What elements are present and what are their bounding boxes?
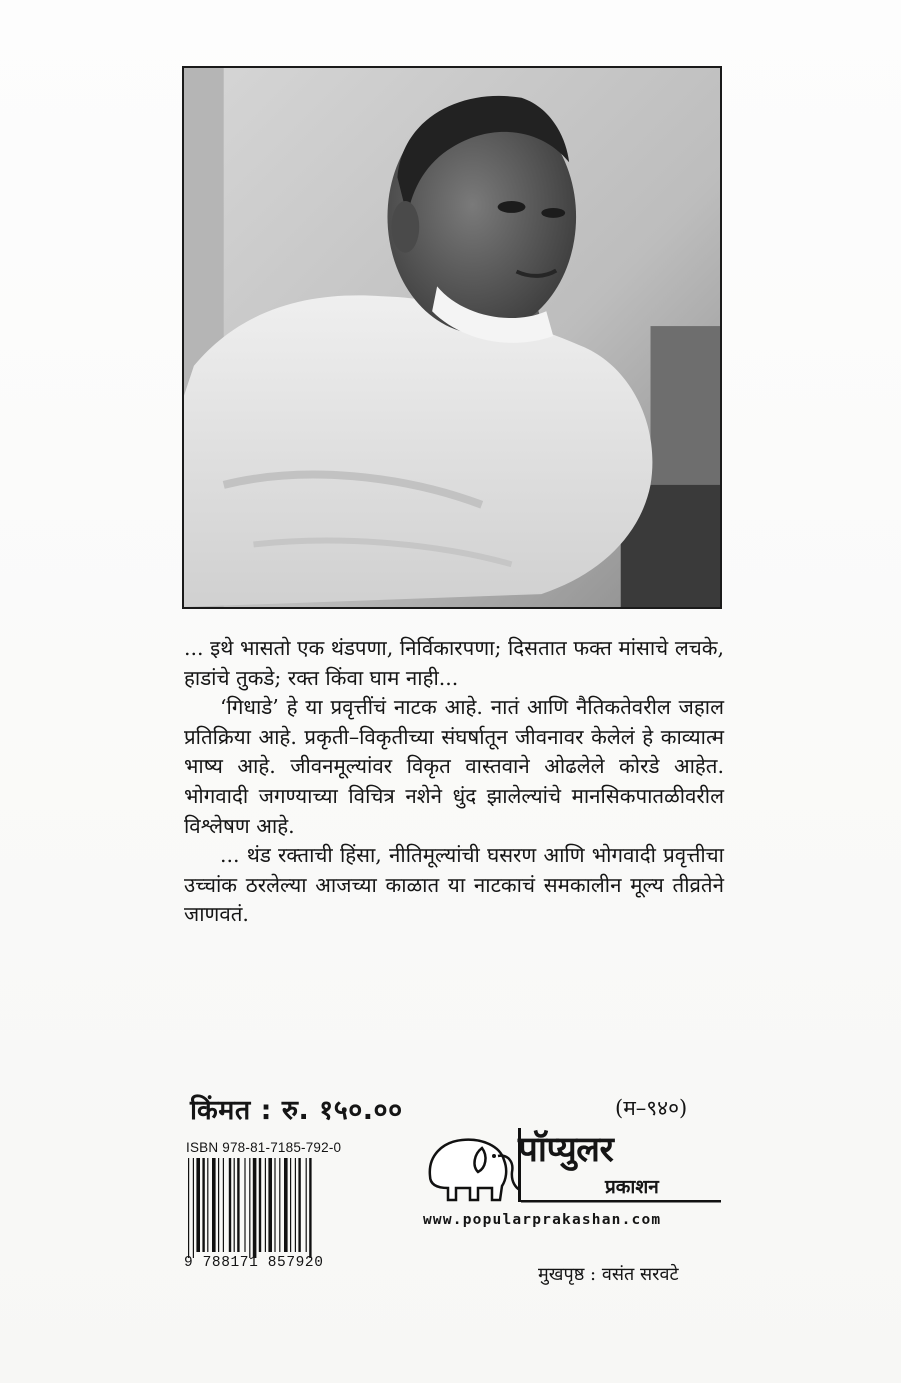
barcode-bar [223,1158,224,1252]
price-label: किंमत : रु. १५०.०० [190,1095,403,1126]
barcode-bar [188,1158,189,1258]
barcode-bar [253,1158,257,1258]
barcode-bar [229,1158,231,1252]
blurb-text [184,634,724,930]
barcode-bar [212,1158,216,1252]
barcode-icon [184,1158,334,1260]
barcode-bar [249,1158,250,1258]
blurb-paragraph-1: ... इथे भासतो एक थंडपणा, निर्विकारपणा; दिसतात फक्त मांसाचे लचके, हाडांचे तुकडे; रक्त किंवा घाम नाही... [184,636,724,690]
barcode-bar [268,1158,272,1252]
barcode-bar [279,1158,280,1252]
barcode-bar [244,1158,245,1252]
barcode-bar [259,1158,261,1252]
barcode-bar [274,1158,275,1252]
barcode-bar [295,1158,296,1252]
author-photo [182,66,722,609]
barcode-bar [207,1158,208,1252]
catalog-code: (म–९४०) [615,1096,688,1120]
author-portrait-icon [184,68,720,607]
barcode-bar [234,1158,235,1252]
barcode-bar [290,1158,291,1252]
barcode-bar [309,1158,311,1258]
barcode-bar [237,1158,239,1252]
barcode [184,1158,334,1260]
barcode-bar [306,1158,307,1252]
cover-credit: मुखपृष्ठ : वसंत सरवटे [538,1264,679,1285]
barcode-bar [193,1158,194,1258]
barcode-bar [218,1158,219,1252]
publisher-subtitle: प्रकाशन [605,1176,659,1198]
barcode-digits: 9 788171 857920 [184,1255,324,1271]
barcode-bar [196,1158,200,1252]
barcode-bar [202,1158,204,1252]
isbn-label: ISBN 978-81-7185-792-0 [186,1140,342,1155]
blurb-paragraph-2: ‘गिधाडे’ हे या प्रवृत्तींचं नाटक आहे. नातं आणि नैतिकतेवरील जहाल प्रतिक्रिया आहे. प्रकृती–विकृतीच्या संघर्षातून जीवनावर केलेलं हे काव्यात्म भाष्य आहे. जीवनमूल्यांवर विकृत वास्तवाने ओढलेले कोरडे आहेत. भोगवादी जगण्याच्या विचित्र नशेने धुंद झालेल्यांचे मानसिकपातळीवरील विश्लेषण आहे. [184,695,724,838]
barcode-bar [298,1158,300,1252]
publisher-name: पॉप्युलर [518,1130,614,1170]
publisher-url[interactable]: www.popularprakashan.com [423,1212,662,1228]
barcode-bar [284,1158,288,1252]
blurb-paragraph-3: ... थंड रक्ताची हिंसा, नीतिमूल्यांची घसरण आणि भोगवादी प्रवृत्तीचा उच्चांक ठरलेल्या आजच्या काळात या नाटकाचं समकालीन मूल्य तीव्रतेने जाणवतं. [184,843,724,927]
barcode-bar [265,1158,266,1252]
